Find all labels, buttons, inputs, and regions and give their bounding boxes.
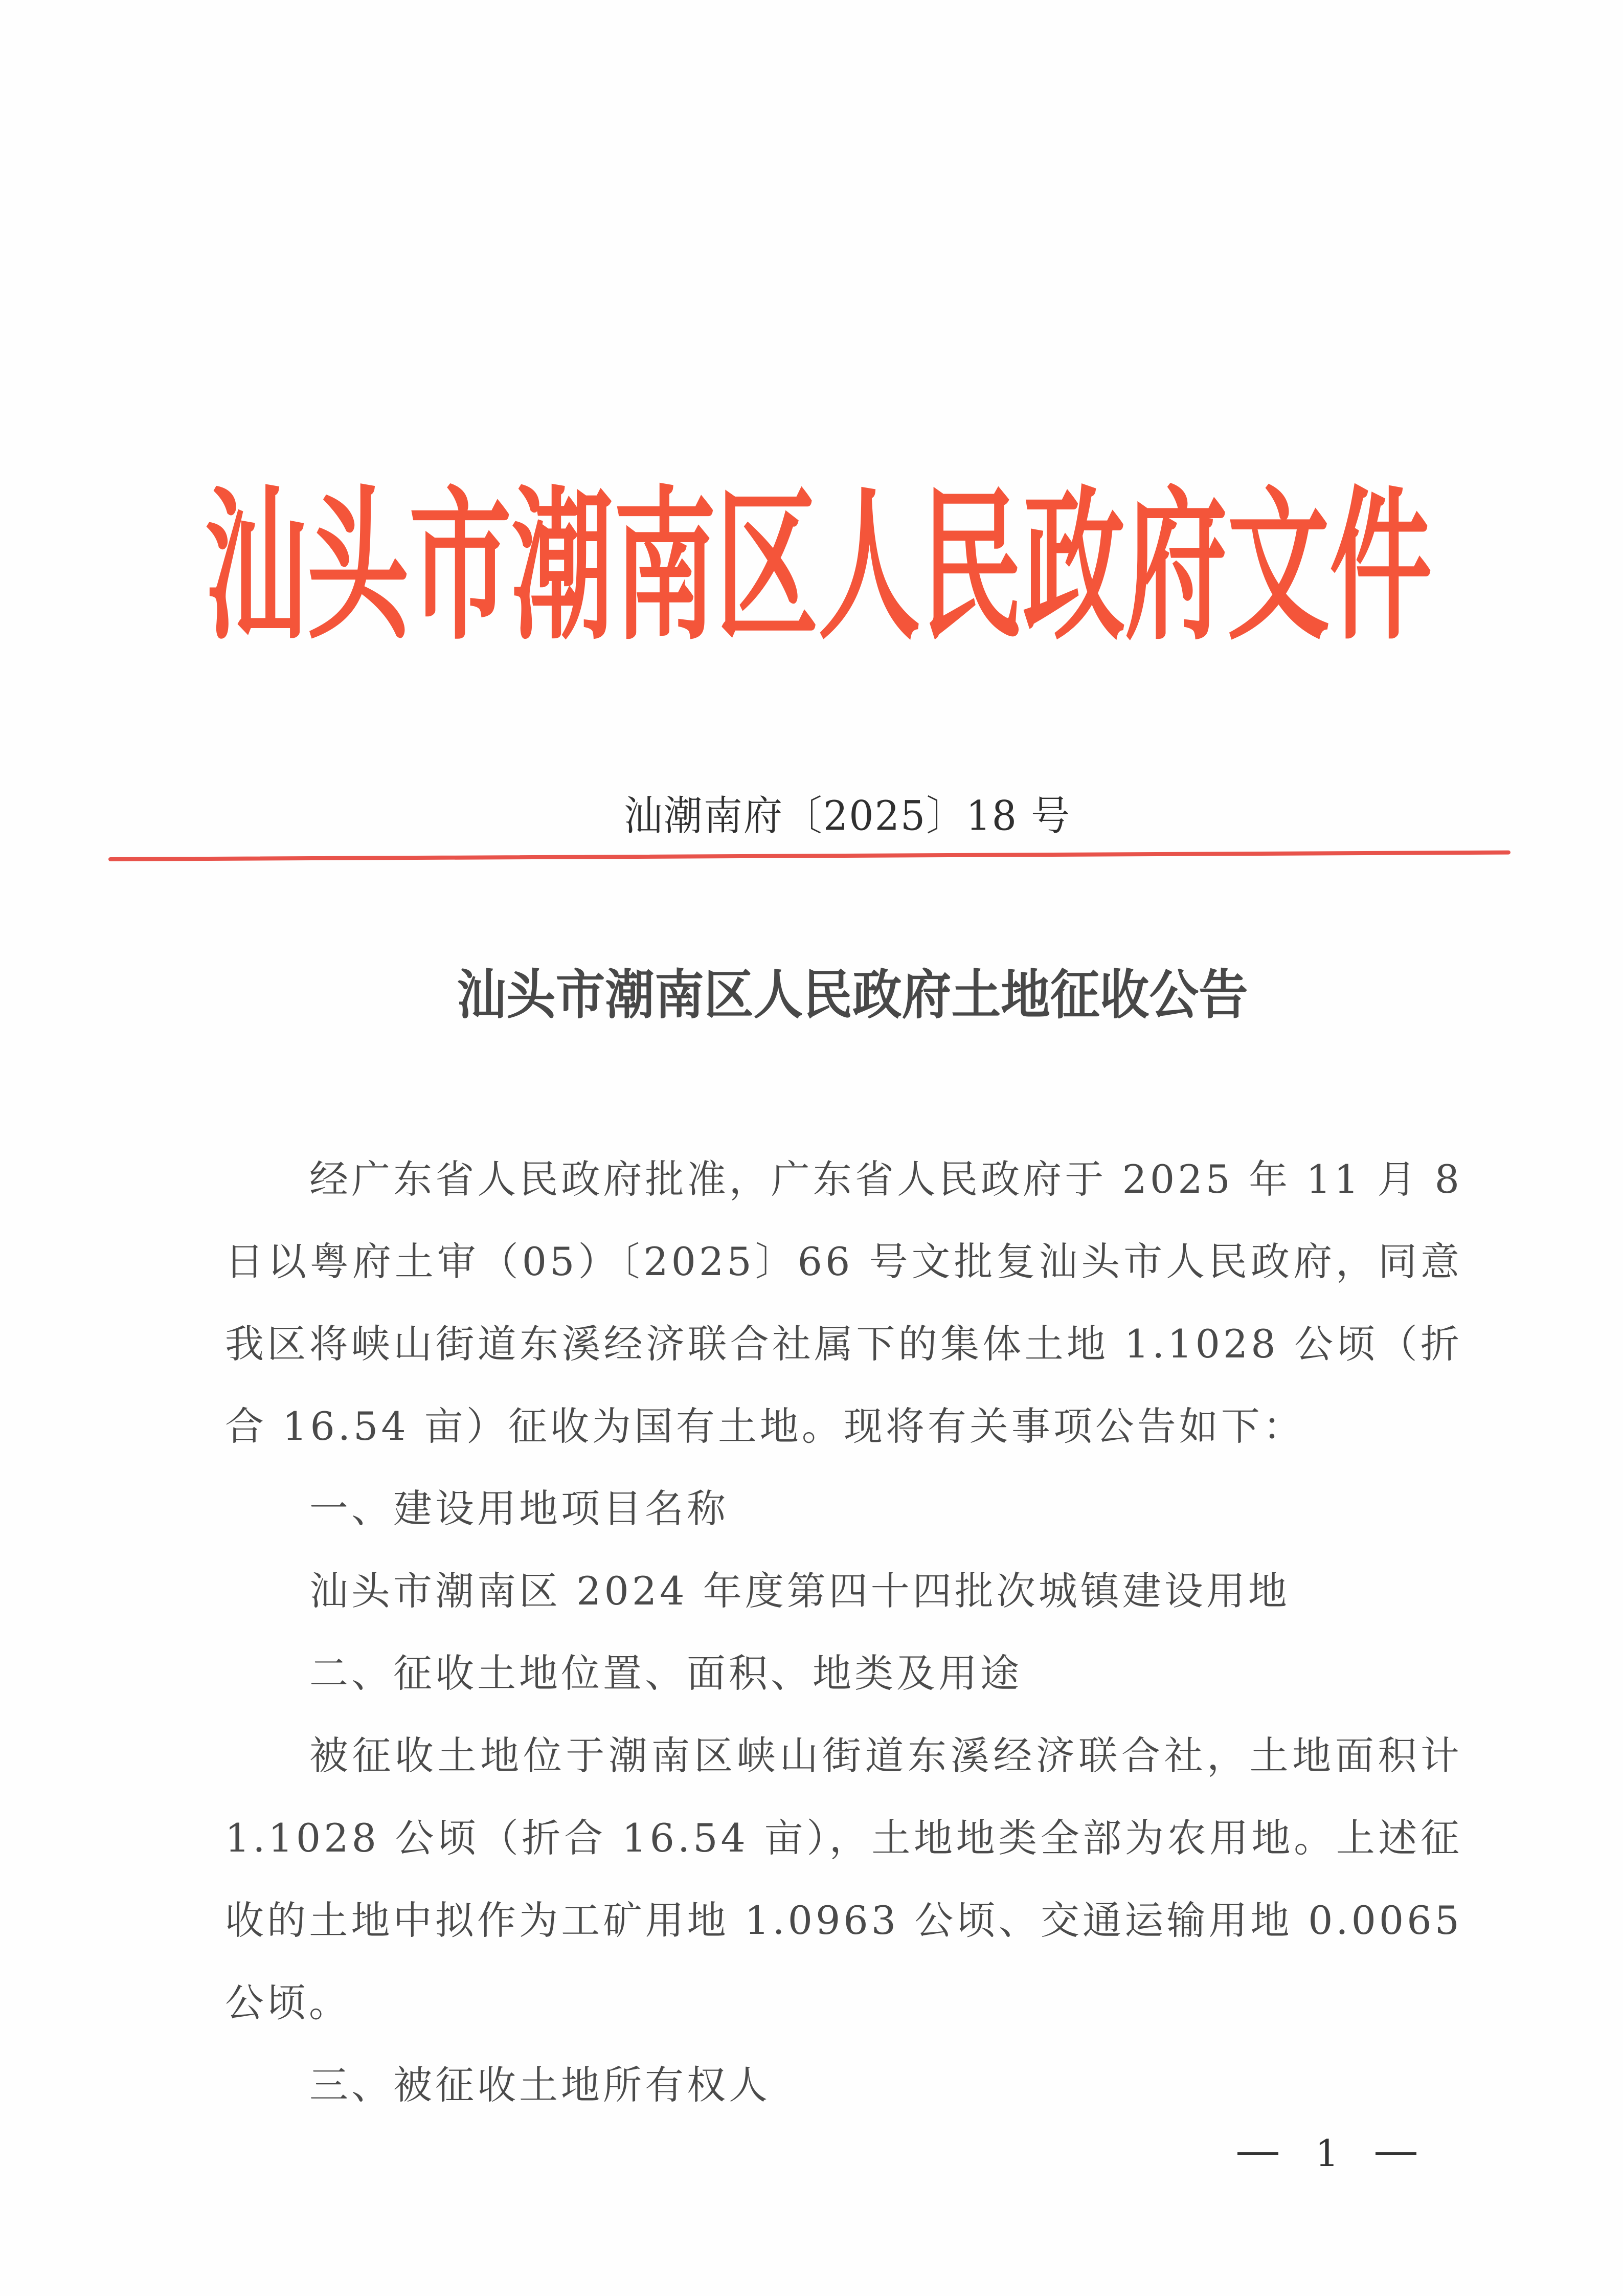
document-number [0, 790, 1623, 841]
header-divider-rule [108, 851, 1511, 861]
issuer-header-char: 区 [716, 472, 819, 663]
document-number-text: 汕潮南府〔2025〕18 号 [623, 791, 1071, 840]
issuer-header-char: 文 [1227, 472, 1330, 663]
issuer-header-char: 人 [818, 472, 921, 663]
page-number [1237, 2128, 1416, 2179]
section-heading-land-location: 二、征收土地位置、面积、地类及用途 [309, 1651, 1022, 1696]
issuer-header-char: 件 [1329, 472, 1432, 663]
page-number-dash-right [1376, 2152, 1416, 2155]
issuer-header-char: 汕 [205, 472, 307, 663]
section-heading-land-owner: 三、被征收土地所有权人 [309, 2062, 771, 2108]
notice-title [0, 959, 1623, 1031]
notice-body [225, 1138, 1462, 2126]
issuer-header [205, 472, 1432, 663]
issuer-header-char: 潮 [511, 472, 614, 663]
issuer-header-char: 府 [1125, 472, 1228, 663]
page-number-dash-left [1237, 2152, 1278, 2155]
paragraph-project-name: 汕头市潮南区 2024 年度第四十四批次城镇建设用地 [309, 1568, 1290, 1614]
section-heading-project-name: 一、建设用地项目名称 [309, 1486, 729, 1531]
issuer-header-char: 民 [920, 472, 1023, 663]
issuer-header-char: 政 [1023, 472, 1125, 663]
page-number-value: 1 [1315, 2132, 1339, 2175]
paragraph-land-location: 被征收土地位于潮南区峡山街道东溪经济联合社，土地面积计 1.1028 公顷（折合 16.54 亩），土地地类全部为农用地。上述征收的土地中拟作为工矿用地 1.0963 公顷、交通运输用地 0.0065 公顷。 [225, 1733, 1462, 2025]
issuer-header-char: 头 [307, 472, 410, 663]
issuer-header-char: 南 [614, 472, 716, 663]
issuer-header-char: 市 [409, 472, 512, 663]
paragraph-intro: 经广东省人民政府批准，广东省人民政府于 2025 年 11 月 8 日以粤府土审（05）〔2025〕66 号文批复汕头市人民政府，同意我区将峡山街道东溪经济联合社属下的集体土地 1.1028 公顷（折合 16.54 亩）征收为国有土地。现将有关事项公告如下： [225, 1156, 1462, 1449]
notice-title-text: 汕头市潮南区人民政府土地征收公告 [457, 964, 1248, 1026]
